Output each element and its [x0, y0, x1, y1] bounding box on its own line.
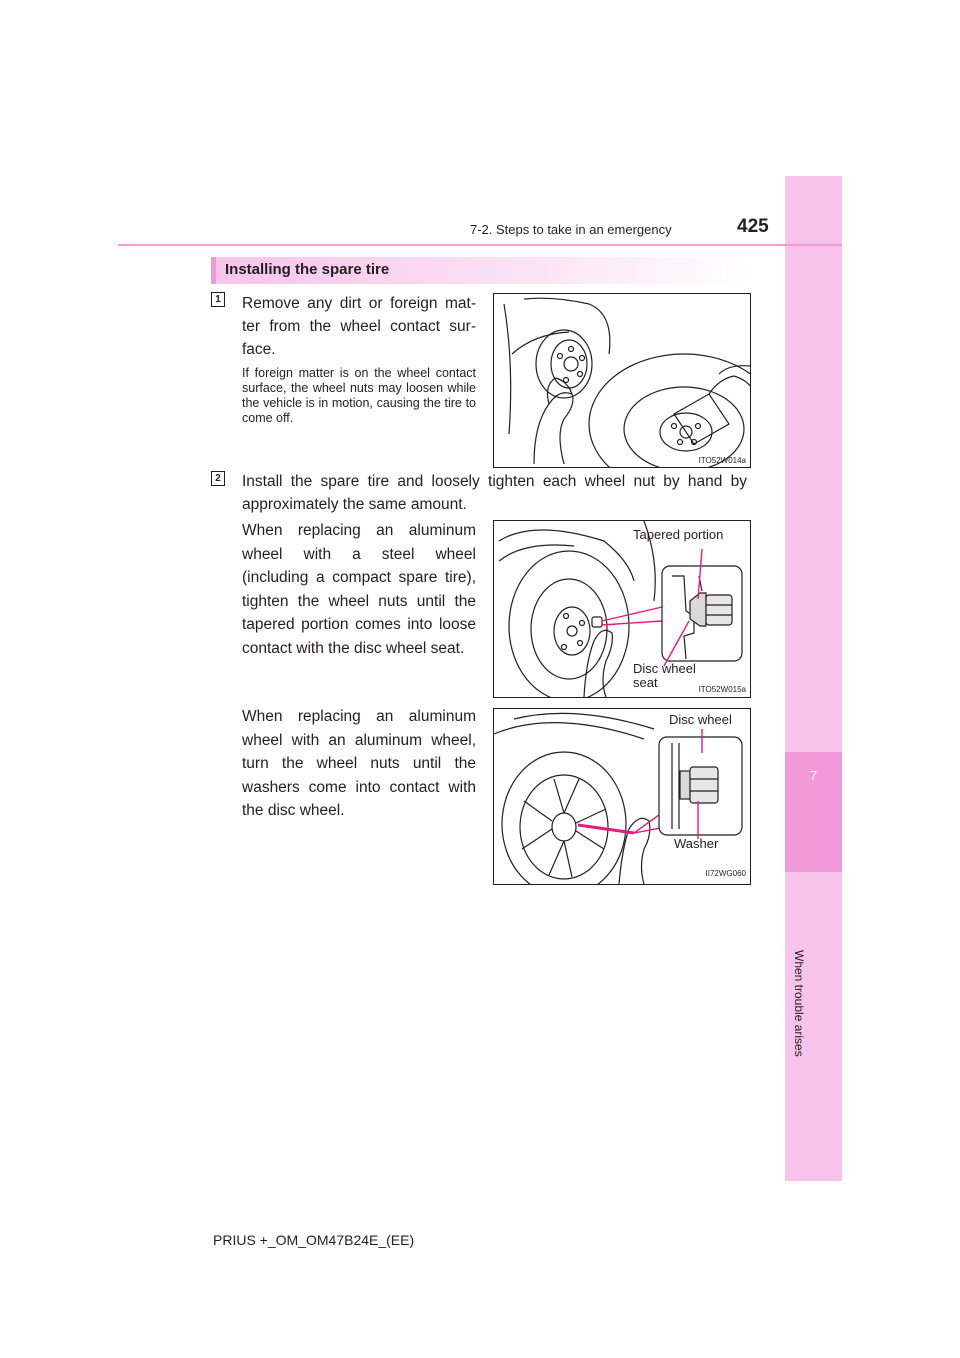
running-header: 7-2. Steps to take in an emergency	[470, 222, 672, 237]
section-heading	[211, 257, 749, 284]
step-2-text: Install the spare tire and loosely tighten each wheel nut by hand by approximately the same amount.	[242, 473, 747, 513]
figure-1-code: ITO52W014a	[698, 456, 746, 465]
steel-wheel-paragraph: When replacing an aluminum wheel with a steel wheel (including a compact spare tire), tighten the wheel nuts until the tapered portion comes into loose contact with the disc wheel seat.	[242, 522, 476, 657]
label-disc-wheel-seat-line1: Disc wheel	[633, 661, 696, 676]
figure-aluminum-wheel-nut	[493, 708, 751, 885]
step-1-text: Remove any dirt or foreign mat-ter from the wheel contact sur-face.	[242, 295, 476, 358]
label-washer: Washer	[674, 836, 719, 851]
label-disc-wheel: Disc wheel	[669, 712, 732, 727]
figure-2-code: ITO52W015a	[698, 685, 746, 694]
wheel-hub-cleaning-illustration	[494, 294, 750, 467]
label-disc-wheel-seat-line2: seat	[633, 675, 658, 690]
aluminum-wheel-illustration	[494, 709, 750, 884]
figure-3-code: II72WG060	[705, 869, 746, 878]
step-1-note: If foreign matter is on the wheel contact surface, the wheel nuts may loosen while the vehicle is in motion, causing the tire to come off.	[242, 366, 476, 425]
header-rule	[118, 244, 842, 246]
label-tapered-portion: Tapered portion	[633, 527, 724, 542]
chapter-title: When trouble arises	[792, 950, 806, 1057]
document-id: PRIUS +_OM_OM47B24E_(EE)	[213, 1232, 415, 1248]
aluminum-wheel-paragraph: When replacing an aluminum wheel with an aluminum wheel, turn the wheel nuts until the washers come into contact with the disc wheel.	[242, 708, 476, 819]
step-number-1: 1	[211, 292, 225, 307]
steel-wheel-illustration	[494, 521, 750, 697]
step-number-2: 2	[211, 471, 225, 486]
section-heading-text: Installing the spare tire	[225, 261, 390, 278]
chapter-number: 7	[809, 768, 818, 783]
figure-clean-contact-surface	[493, 293, 751, 468]
page-number: 425	[737, 216, 769, 237]
section-heading-bar	[211, 257, 216, 284]
figure-steel-wheel-nut	[493, 520, 751, 698]
